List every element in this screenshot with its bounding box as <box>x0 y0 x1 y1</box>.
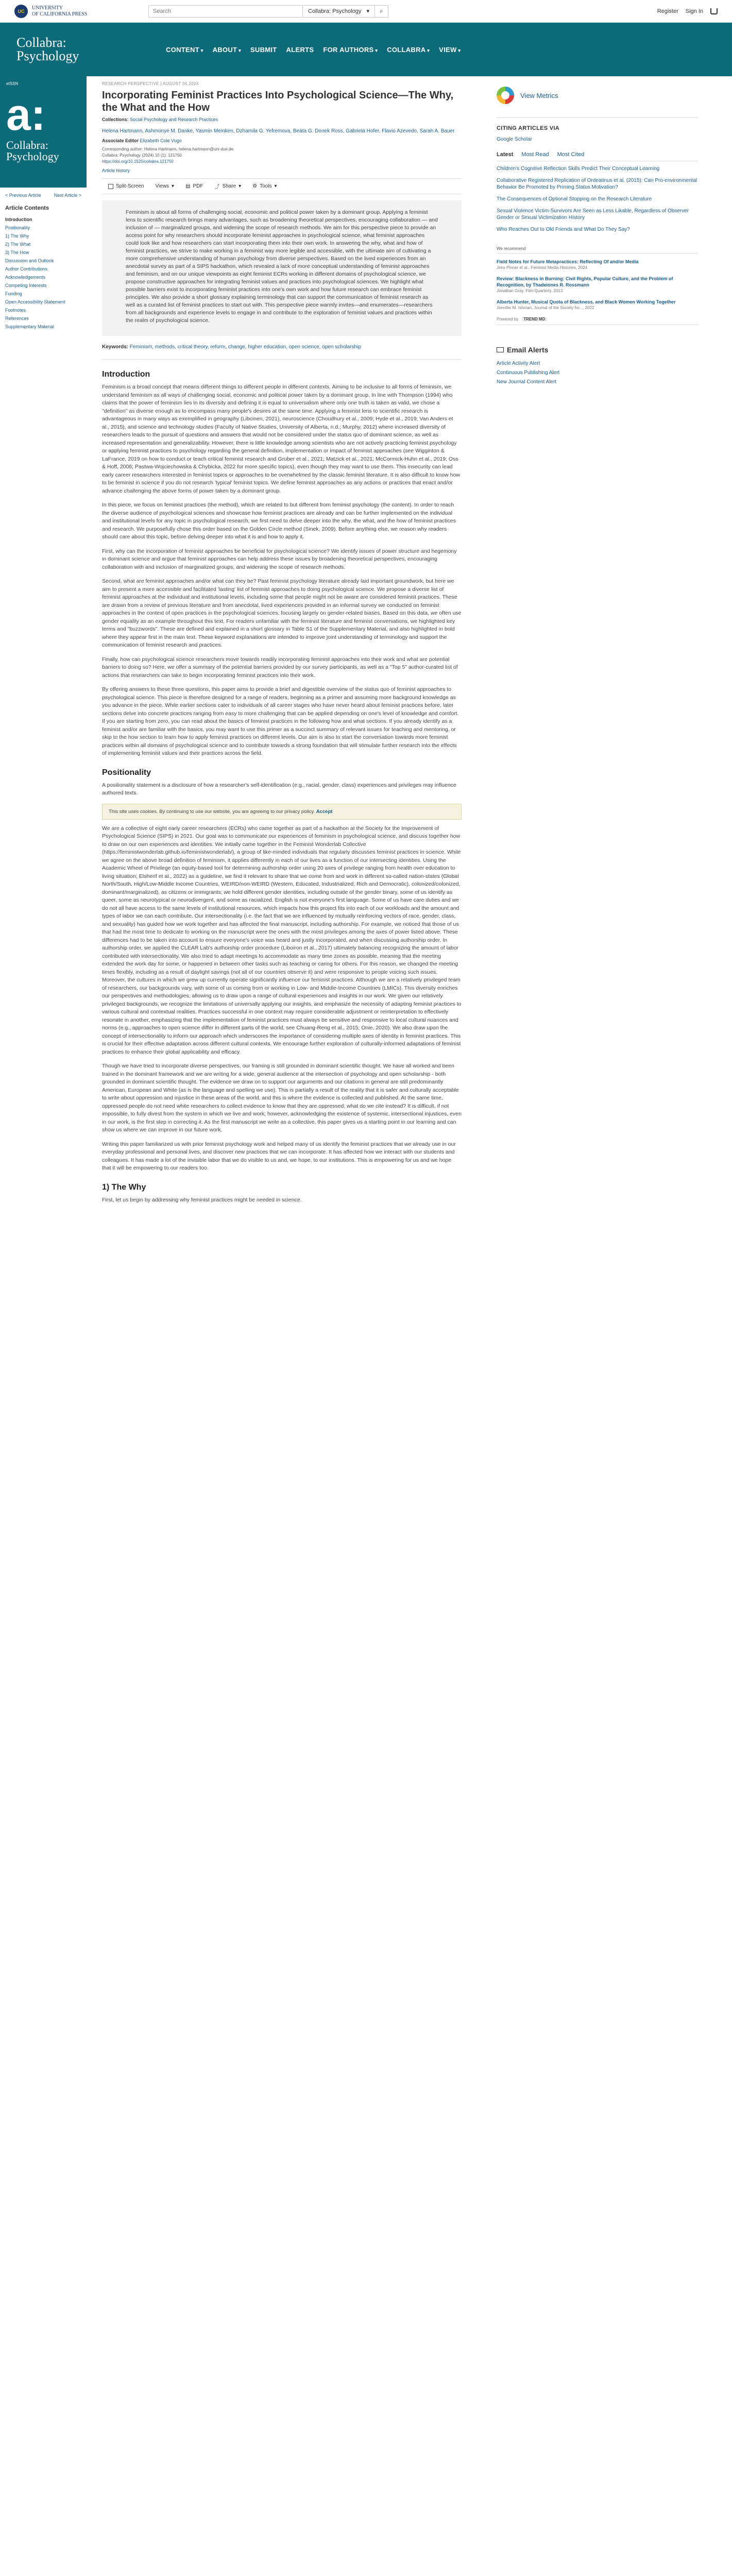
cover-issn: eISSN <box>6 81 19 86</box>
cover-letter: a: <box>6 90 46 140</box>
cookie-accept-button[interactable]: Accept <box>316 808 333 815</box>
pdf-button[interactable]: ▤ PDF <box>185 183 203 189</box>
article-toolbar <box>102 178 462 194</box>
tools-icon: ⚙ <box>252 183 258 189</box>
search-bar <box>148 5 388 18</box>
list-item[interactable]: The Consequences of Optional Stopping on the Research Literature <box>497 196 652 202</box>
nav-submit[interactable]: SUBMIT <box>250 45 277 54</box>
toc-title: Article Contents <box>5 205 49 211</box>
toc-item[interactable]: 3) The How <box>5 250 29 255</box>
search-icon: ⌕ <box>380 7 383 14</box>
share-icon: ⤴ <box>214 184 220 190</box>
collections-label: Collections: <box>102 117 129 122</box>
keywords-label: Keywords: <box>102 344 129 350</box>
journal-nav <box>166 46 461 54</box>
article-history-link[interactable]: Article history <box>102 168 130 173</box>
journal-banner <box>0 23 732 76</box>
tools-button[interactable]: ⚙ Tools ▾ <box>252 183 277 189</box>
google-scholar-link[interactable]: Google Scholar <box>497 137 532 142</box>
nav-for-authors[interactable]: FOR AUTHORS ▾ <box>323 46 378 54</box>
alert-link[interactable]: Continuous Publishing Alert <box>497 370 560 376</box>
latest-articles-list <box>497 165 698 233</box>
recommended-item[interactable]: Review: Blackness in Burning: Civil Rights, Popular Culture, and the Problem of Recognition, by Thadeiones R. Rossmann Jonathan Gray, Film Quarterly, 2013 <box>497 276 673 293</box>
chevron-down-icon: ▾ <box>274 183 277 189</box>
alert-link[interactable]: Article Activity Alert <box>497 361 540 366</box>
share-button[interactable]: ⤴ Share ▾ <box>214 183 242 190</box>
view-metrics-link[interactable]: View Metrics <box>520 91 558 99</box>
editor-name[interactable]: Elizabeth Cole Vugo <box>140 138 182 143</box>
article-type: RESEARCH PERSPECTIVE | AUGUST 05 2024 <box>102 81 199 86</box>
list-item[interactable]: Children's Cognitive Reflection Skills Predict Their Conceptual Learning <box>497 166 660 172</box>
paragraph: Second, what are feminist approaches and/or what can they be? Past feminist psychology literature already laid important groundwork, but here we aim to present a more accessible and facilitated 'lasting' list of feminist approaches to doing psychological science. We propose a diverse list of feminist approaches at the individual and institutional levels, including some that people might not be aware are considered feminist practices. These are drawn from a review of previous literature and from anecdotal, lived experiences provided in an informal survey we conducted on feminist approaches in the context of open practices in the psychological sciences, focusing largely on gender-related biases. Based on this data, we often use gender equality as an example throughout this text. For readers unfamiliar with the feminist literature and feminist conversations, we highlighted key terms and "buzzwords". These are defined and explained in a short glossary in Table S1 of the Supplementary Material, and also highlighted in bold where they appear first in the main text. These keyword explanations are intended to improve joint understanding of terminology and support the communication of feminist research and practices. <box>102 578 462 648</box>
section-heading-positionality: Positionality <box>102 768 151 777</box>
register-link[interactable]: Register <box>657 8 678 14</box>
chevron-down-icon: ▾ <box>239 183 242 189</box>
corresponding-author: Corresponding author: Helena Hartmann, helena.hartmann@uni-due.de <box>102 147 233 151</box>
envelope-icon <box>497 347 504 352</box>
citation-info <box>102 146 462 165</box>
toc-item[interactable]: Supplementary Material <box>5 324 55 329</box>
uc-name-line1: UNIVERSITY <box>32 5 63 11</box>
list-item[interactable]: Collaborative Registered Replication of Ordeatinus et al. (2015): Can Pro-environmental Behavior Be Promoted by Priming Status Motivation? <box>497 178 697 190</box>
tab-most-cited[interactable]: Most Cited <box>557 151 585 158</box>
article-title: Incorporating Feminist Practices Into Psychological Science—The Why, the What and the How <box>102 90 454 113</box>
list-item[interactable]: Who Reaches Out to Old Friends and What Do They Say? <box>497 227 630 232</box>
paragraph: Though we have tried to incorporate diverse perspectives, our framing is still grounded in dominant scientific thought. We have all worked and been trained in the dominant framework and we are writing for a wide, general audience at the intersection of psychology and open scholarship - both grounded in dominant scientific thought. The evidence we draw on to support our arguments and our citations in general are still predominantly American, European and White (as is the language and spelling we use). This is partially a result of the reality that it is safer and culturally acceptable to write about oppression and injustice in these areas of the world, and this is where the evidence is collected and published. At the same time, oppressed people do not need white researchers to collect evidence to know that they are oppressed; what do we cite instead? It is difficult, if not impossible, to fully divest from the system in which we live and work; however, acknowledging the existence of systemic, intersectional injustices, even in our work, is the first step in correcting it. As the first manuscript we write as a collective, this paper gives us a starting point in our learning and can show us where we can improve in our future work. <box>102 1063 462 1133</box>
right-sidebar <box>478 76 717 1210</box>
search-scope-label: Collabra: Psychology <box>308 8 362 14</box>
chevron-down-icon: ▾ <box>366 8 369 14</box>
toc-item[interactable]: Open Accessibility Statement <box>5 299 65 304</box>
nav-about[interactable]: ABOUT ▾ <box>213 46 241 54</box>
journal-title[interactable]: Collabra: Psychology <box>16 35 79 63</box>
nav-content[interactable]: CONTENT ▾ <box>166 46 203 54</box>
divider <box>497 117 698 118</box>
citing-articles-heading: CITING ARTICLES VIA <box>497 125 560 131</box>
metrics-widget[interactable] <box>497 87 698 104</box>
article-pager <box>0 188 87 203</box>
toc-item[interactable]: Positionality <box>5 225 30 230</box>
latest-tabs <box>497 151 698 161</box>
pdf-icon: ▤ <box>185 183 191 189</box>
toc-list <box>0 213 87 333</box>
toc-item[interactable]: Author Contributions <box>5 266 48 272</box>
paragraph: A positionality statement is a disclosure of how a researcher's self-identification (e.g., racial, gender, class) experiences and privileges may influence authored texts. <box>102 782 456 796</box>
toc-item[interactable]: Discussion and Outlook <box>5 258 54 263</box>
page-layout <box>0 76 732 1210</box>
doi-link[interactable]: https://doi.org/10.1525/collabra.121750 <box>102 159 174 164</box>
author-list[interactable]: Helena Hartmann, Ashmonye M. Danke, Yasmin Meinken, Dzhamila G. Yefremova, Beata G. Donek Ross, Gabriela Hofer, Flavio Azevedo, Sarah A. Bauer <box>102 128 455 134</box>
section-heading-introduction: Introduction <box>102 370 150 379</box>
uc-press-logo[interactable] <box>14 5 138 18</box>
section-heading-why: 1) The Why <box>102 1182 146 1192</box>
cookie-text: This site uses cookies. By continuing to use our website, you are agreeing to our privacy policy. <box>109 808 315 815</box>
citation-line: Collabra: Psychology (2024) 10 (1): 121750. <box>102 153 183 158</box>
paragraph: Finally, how can psychological science researchers move towards readily incorporating feminist approaches into their work and what are potential barriers to doing so? Here, we offer a summary of the potential barriers provided by our survey participants, as well as a "Top 5" author-curated list of actions that researchers can take to begin incorporating feminist practices into their work. <box>102 656 458 679</box>
alert-list <box>497 359 698 387</box>
paragraph: First, let us begin by addressing why feminist practices might be needed in science. <box>102 1196 302 1203</box>
alert-link[interactable]: New Journal Content Alert <box>497 379 557 385</box>
toc-item[interactable]: Introduction <box>5 217 32 222</box>
toc-item[interactable]: Acknowledgements <box>5 275 46 280</box>
chevron-down-icon: ▾ <box>171 183 174 189</box>
cover-name-line1: Collabra: <box>6 139 48 151</box>
recommended-widget <box>497 246 698 325</box>
powered-by: Powered by TREND MD <box>497 317 698 325</box>
recommended-label: We recommend <box>497 246 698 253</box>
search-scope-select[interactable] <box>303 5 375 18</box>
sign-in-link[interactable]: Sign In <box>685 8 703 14</box>
list-item[interactable]: Sexual Violence Victim-Survivors Are Seen as Less Likable, Regardless of Observer Gender or Sexual Victimization History <box>497 208 689 221</box>
altmetric-badge-icon[interactable] <box>497 87 514 104</box>
paragraph: In this piece, we focus on feminist practices (the method), which are related to but different from feminist psychology (the content). In order to reach the diverse audience of psychological sciences and showcase how feminist practices are already and can be further implemented on the individual and institutional levels for any topic in psychological research, we first need to delve deeper into the why, the what, and the how of feminist practices and research. We purposefully chose this order based on the Golden Circle method (Sinek, 2009). Before anything else, we reason why readers should care about this topic, before delving deeper into what it is and how to apply it. <box>102 502 456 540</box>
paragraph: Feminism is a broad concept that means different things to different people in different contexts. Aiming to be inclusive to all forms of feminism, we understand feminism as all ways of challenging social, economic and political power taken by a dominant group. In line with Thompson (1994) who claims that the power of feminism lies in its diversity and defining it is equal to universalism where only one truth is taken as valid, we chose a "definition" as diverse enough as to encompass many people's desires at the same time. Applying a feminist lens to scientific research is advantageous in many ways as exemplified in geography (Libcinen, 2021), neuroscience (Choudhury et al., 2009; Hyde et al., 2019; Van Anders et al., 2015), and science and technology studies (Faculty of Native Studies, University of Alberta, n.d.; Murphy, 2012) where increased diversity of researchers leads to the pursuit of questions and answers that would not be considered under the status quo of dominant science, as well as increased representation and generalizability. However, there is little knowledge among scientists who are not actively practicing feminist psychology or applying feminist practices to psychology regarding the general definition, implementation or impact of feminist approaches (see Wigginton & LaFrance, 2019 on how to conduct or teach critical feminist research and Gruber et al., 2021; Matzick et al., 2021; McCormick-Huhn et al., 2019; Oss & Hoff, 2006; Pastwa-Wojciechowska & Chybicka, 2022 for more specific topics), even though they may want to use them. This insecurity can lead early career researchers interested in feminist topics or approaches to be overwhelmed by the classic feminist literature. It is also difficult to know how to be feminist in science if you do not research 'typical' feminist topics. We define feminist approaches as any actions or practices that enact and/or advance challenging the above forms of power taken by a dominant group. <box>102 384 460 494</box>
journal-cover[interactable] <box>0 76 87 188</box>
email-alerts-widget <box>497 346 698 387</box>
uc-seal-icon: UC <box>14 5 28 18</box>
toc-item[interactable]: 2) The What <box>5 242 31 247</box>
cart-icon[interactable] <box>710 8 718 14</box>
paragraph: We are a collective of eight early career researchers (ECRs) who came together as part of a hackathon at the Society for the Improvement of Psychological Science (SIPS) in 2021. Our goal was to communicate our experiences of feminism in psychological science, and discuss together how to draw on our own experiences and identities. We initially came together in the Feminist Wonderlab Collective (https://feministwonderlab.github.io/feministwonderlab/), a group of like-minded individuals that regularly discusses feminist practices in science. While we agree on the above broad definition of feminism, it applies differently in each of our lives as a function of our intersecting identities. Using the Academic Wheel of Privilege (an equity-based tool for determining authorship order using 20 axes of privilege ranging from health over education to living situation; Elsherif et al., 2022) as a guideline, we find it relevant to share that we come from and work in different so-called nation-states (Global North/South, High/Low-Middle Income Countries, WEIRD/non-WEIRD (Western, Educated, Industrialized, Rich and Democratic), colonized/colonized, dominant/marginalized), as citizens or immigrants; we hold different gender identities, including outside of the gender binary, some of us identify as queer, some as neurotypical or neurodivergent, and some as racialized. English is not everyone's first language. Some of us have care duties and we do not all have access to the same levels of institutional resources, which impacts how this project fits into each of our workloads and the amount and types of labor we can each contribute. Our intersectionality (i.e. the fact that we are influenced by mutually reinforcing vectors of race, gender, class, and sexuality) has guided how we work together and has affected the final manuscript, including authorship. For example, we noticed that those of us that had the most time to dedicate to working on the manuscript were the ones with the most privileges among the axes of power listed above. These differences had to be taken into account to ensure everyone's voice was heard and justly incorporated, and when discussing authorship order. In authorship order, we applied the CLEAR Lab's authorship order procedure (Liboiron et al., 2017) ultimately balancing recognizing the amount of labor contributed with intersectionality. We also tried to adapt meetings to accommodate as many time zones as possible, meaning that the meeting extended the work day for some, or happened in between other tasks such as teaching or caring for others. For this reason, we changed the meeting times flexibly, including as a result of daylight savings (not all of our countries observe it) and were responsive to people voicing such issues. Moreover, the cultures in which we grew up currently operate significantly influence our feminist practices. Although we are a relatively privileged team of researchers, our backgrounds vary, with some of us coming from or working in Low- and Middle-Income Countries (LMICs). This diversity enriches our perspectives and methodologies, allowing us to draw upon a range of cultural experiences and insights in our work. We given our relatively privileged backgrounds, we recognize the limitations of universally applying our insights, and emphasize the necessity of adapting feminist practices to various cultural and contextual realities. Practices successful in one context may require considerable adjustment or reinterpretation to effectively resonate in another, emphasizing that the implementation of feminist practices must always be sensitive and responsive to local cultural nuances and norms (e.g., approaches to open science differ in different parts of the world, see Chuang-Reng et al., 2015; Onie, 2020). We also draw upon the concept of intersectionality to inform our approach which underscores the importance of considering multiple axes of identity in feminist practices. This is crucial for their effective adaptation across different cultural contexts. We encourage further exploration of culturally-informed adaptations of feminist practices to enhance their global applicability and efficacy. <box>102 825 462 1055</box>
cookie-banner <box>102 804 462 820</box>
tab-latest[interactable]: Latest <box>497 151 514 158</box>
nav-view[interactable]: VIEW ▾ <box>439 46 461 54</box>
history-row <box>102 168 462 173</box>
toc-item[interactable]: References <box>5 316 29 321</box>
paragraph: First, why can the incorporation of feminist approaches be beneficial for psychological science? We identify issues of power structure and hegemony in dominant science and argue that feminist approaches can help address these issues by broadening theoretical perspectives, encouraging collaboration with and inclusion of marginalized groups, and widening the scope of research methods. <box>102 548 457 570</box>
uc-name-line2: OF CALIFORNIA PRESS <box>32 11 88 17</box>
toc-item[interactable]: Footnotes <box>5 308 26 313</box>
split-screen-icon <box>108 184 113 189</box>
nav-alerts[interactable]: ALERTS <box>286 45 314 54</box>
keywords-links[interactable]: Feminism, methods, critical theory, reform, change, higher education, open science, open scholarship <box>129 344 361 350</box>
split-screen-button[interactable]: Split-Screen <box>108 183 144 189</box>
nav-collabra[interactable]: COLLABRA ▾ <box>387 46 430 54</box>
tab-most-read[interactable]: Most Read <box>521 151 549 158</box>
toc-item[interactable]: Funding <box>5 291 22 296</box>
paragraph: By offering answers to these three questions, this paper aims to provide a brief and digestible overview of the status quo of feminist approaches to psychological science. This piece is therefore designed for a range of readers, beginning as a primer and assuming more background knowledge as you advance in the piece. While earlier sections cater to individuals of all career stages who have never heard about feminist practices before, later sections delve into concrete practices ranging from easy to more challenging that can be applied depending on one's level of knowledge and comfort. If you are starting from zero, you can read about the basics of feminist practices in the following how and what sections. If you already identify as a feminist and/or are familiar with the basics, you may want to use this primer as a succinct summary of relevant issues for teaching and mentoring, or skip to the how section to learn how to apply feminist practices on different levels. Our aim is also to start the conversation towards more feminist practices within all domains of psychological science and to contribute towards a strong foundation that will stimulate further research into the effects of implementing feminist values and their practices across the field. <box>102 686 459 756</box>
email-alerts-heading: Email Alerts <box>507 346 549 354</box>
top-bar <box>0 0 732 23</box>
next-article-link[interactable]: Next Article > <box>54 193 81 198</box>
previous-article-link[interactable]: < Previous Article <box>5 193 41 198</box>
search-button[interactable] <box>375 5 388 18</box>
recommended-item[interactable]: Alberta Hunter, Musical Quota of Blackness, and Black Women Working Together Jennifer M. Ishman, Journal of the Society for..., 2022 <box>497 299 676 310</box>
abstract: Feminism is about all forms of challenging social, economic and political power taken by a dominant group. Applying a feminist lens to scientific research brings many advantages, such as broadening theoretical perspectives, encouraging collaboration — and inclusion of — marginalized groups, and widening the scope of research methods. We aim for this perspective piece to provide an access point for why researchers should incorporate feminist approaches in psychological science, what feminist approaches could look like and how researchers can start incorporating them into their own work. In answering the why, what and how of feminist practices, we strive to make working in a feminist way more legible and accessible, with the ultimate aim of cultivating a more comprehensive understanding of human psychology from diverse perspectives. Based on the lived experiences from an anecdotal survey as part of a SIPS hackathon, which revealed a lack of more conceptual understanding of feminist approaches and feminism, and on our unique viewpoints as eight feminist ECRs working in different domains of psychological science, we propose constructive approaches for integrating feminist values and practices into psychological sciences. We highlight what possible barriers exist to incorporating feminist practices into one's own work and how future research can embrace feminist principles. We also provide a short glossary explaining terminology that can support the communication of feminist research as well as a curated list of feminist practices to start out with. This perspective piece warmly invites—and enumerates—researchers from all backgrounds and experience levels to engage in and contribute to the exploration of feminist values and practices within the realm of psychological science. <box>102 200 462 336</box>
left-sidebar <box>0 76 87 1210</box>
toc-item[interactable]: 1) The Why <box>5 233 29 239</box>
views-button[interactable]: Views ▾ <box>155 183 174 189</box>
collections-line <box>102 117 462 122</box>
trendmd-logo[interactable]: TREND MD <box>521 317 547 321</box>
keywords-line <box>102 343 462 360</box>
collections-link[interactable]: Social Psychology and Research Practices <box>130 117 218 122</box>
paragraph: Writing this paper familiarized us with prior feminist psychology work and helped many of us identify the feminist practices that we already use in our everyday professional and personal lives, and discover new practices that we can incorporate. It has affected how we interact with our students and colleagues. It has made a lot of the invisible labor that we do visible to us and, we hope, to our institutions. This is empowering for us and we hope that it will be empowering to our readers too. <box>102 1141 456 1171</box>
cover-name-line2: Psychology <box>6 150 59 163</box>
editor-line <box>102 138 462 143</box>
search-input[interactable] <box>148 5 303 18</box>
article-main <box>87 76 478 1210</box>
user-links <box>657 8 718 14</box>
toc-item[interactable]: Competing Interests <box>5 283 47 288</box>
recommended-item[interactable]: Field Notes for Future Metapractices: Reflecting Of and/or Media Jens Pinner et al., Feminist Media Histories, 2024 <box>497 259 639 270</box>
editor-label: Associate Editor <box>102 138 139 143</box>
